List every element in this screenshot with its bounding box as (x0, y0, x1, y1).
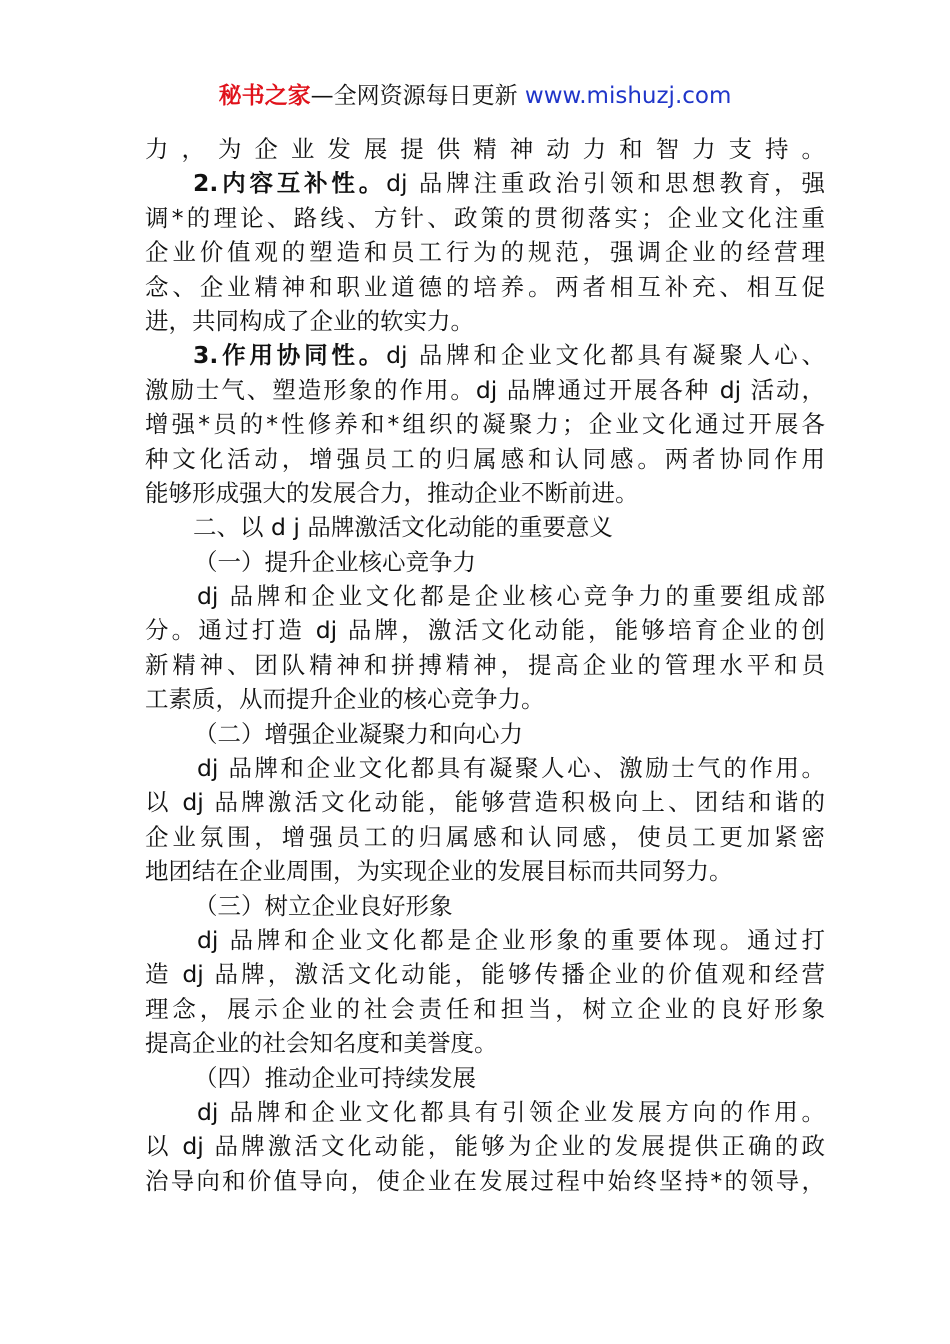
subsection-heading: （二）增强企业凝聚力和向心力 (194, 719, 523, 748)
text-line: dj 品牌和企业文化都是企业核心竞争力的重要组成部 (197, 582, 825, 611)
page-header (0, 80, 950, 112)
text-line: 分。通过打造 dj 品牌，激活文化动能，能够培育企业的创 (145, 616, 825, 645)
text-line: 调*的理论、路线、方针、政策的贯彻落实；企业文化注重 (145, 203, 825, 232)
text-line: 企业氛围，增强员工的归属感和认同感，使员工更加紧密 (145, 822, 825, 851)
chapter-heading: 二、以 d j 品牌激活文化动能的重要意义 (193, 513, 613, 542)
text-line: dj 品牌注重政治引领和思想教育，强 (386, 169, 826, 198)
text-line: 治导向和价值导向，使企业在发展过程中始终坚持*的领导， (145, 1166, 825, 1195)
text-line: 增强*员的*性修养和*组织的凝聚力；企业文化通过开展各 (145, 410, 825, 439)
text-line: dj 品牌和企业文化都具有引领企业发展方向的作用。 (197, 1097, 825, 1126)
text-line: 能够形成强大的发展合力，推动企业不断前进。 (145, 478, 639, 507)
text-line: 激励士气、塑造形象的作用。dj 品牌通过开展各种 dj 活动， (145, 375, 825, 404)
text-line: 地团结在企业周围，为实现企业的发展目标而共同努力。 (145, 857, 733, 886)
text-line: dj 品牌和企业文化都具有凝聚人心、 (386, 341, 826, 370)
text-line: dj 品牌和企业文化都具有凝聚人心、激励士气的作用。 (197, 754, 825, 783)
header-tagline: —全网资源每日更新 (310, 83, 525, 109)
text-line: 种文化活动，增强员工的归属感和认同感。两者协同作用 (145, 444, 825, 473)
section-heading: 3.作用协同性。 (193, 341, 387, 370)
text-line: 工素质，从而提升企业的核心竞争力。 (145, 685, 545, 714)
subsection-heading: （三）树立企业良好形象 (194, 891, 453, 920)
text-line: 念、企业精神和职业道德的培养。两者相互补充、相互促 (145, 272, 825, 301)
text-line: 新精神、团队精神和拼搏精神，提高企业的管理水平和员 (145, 650, 825, 679)
subsection-heading: （一）提升企业核心竞争力 (194, 547, 476, 576)
text-line: 进，共同构成了企业的软实力。 (145, 306, 474, 335)
text-line: 造 dj 品牌，激活文化动能，能够传播企业的价值观和经营 (145, 960, 825, 989)
document-body (145, 132, 825, 1198)
text-line: 以 dj 品牌激活文化动能，能够为企业的发展提供正确的政 (145, 1132, 825, 1161)
text-line: 提高企业的社会知名度和美誉度。 (145, 1029, 498, 1058)
text-line: 理念，展示企业的社会责任和担当，树立企业的良好形象 (145, 994, 825, 1023)
site-url-link[interactable]: www.mishuzj.com (524, 83, 732, 109)
section-heading-line (145, 338, 825, 372)
site-name: 秘书之家 (218, 83, 311, 109)
text-line: 力，为企业发展提供精神动力和智力支持。 (145, 135, 825, 163)
section-heading-line (145, 166, 825, 200)
section-heading: 2.内容互补性。 (193, 169, 387, 198)
text-line: 企业价值观的塑造和员工行为的规范，强调企业的经营理 (145, 238, 825, 267)
text-line: dj 品牌和企业文化都是企业形象的重要体现。通过打 (197, 925, 825, 954)
subsection-heading: （四）推动企业可持续发展 (194, 1063, 476, 1092)
text-line: 以 dj 品牌激活文化动能，能够营造积极向上、团结和谐的 (145, 788, 825, 817)
